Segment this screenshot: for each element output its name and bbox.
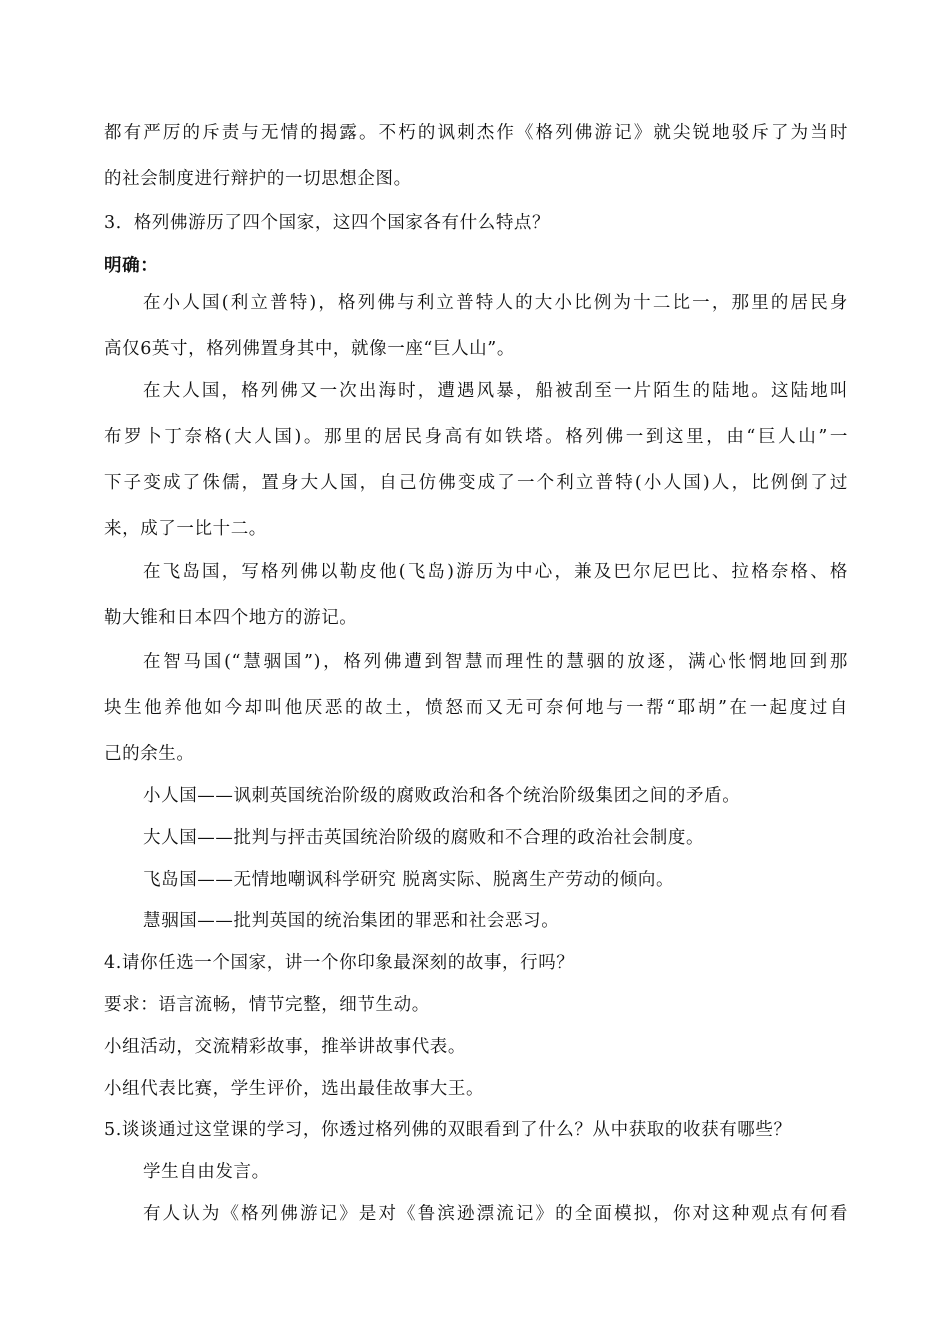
text-line: 小组代表比赛，学生评价，选出最佳故事大王。 — [104, 1079, 485, 1099]
text-line: 在智马国(“慧骃国”)，格列佛遭到智慧而理性的慧骃的放逐，满心怅惘地回到那 — [143, 652, 848, 672]
text-line: 小组活动，交流精彩故事，推举讲故事代表。 — [104, 1037, 466, 1057]
text-line: 在大人国，格列佛又一次出海时，遭遇风暴，船被刮至一片陌生的陆地。这陆地叫 — [143, 381, 848, 401]
summary-line: 大人国——批判与抨击英国统治阶级的腐败和不合理的政治社会制度。 — [143, 828, 705, 848]
text-line: 在飞岛国，写格列佛以勒皮他(飞岛)游历为中心，兼及巴尔尼巴比、拉格奈格、格 — [143, 562, 848, 582]
text-line: 都有严厉的斥责与无情的揭露。不朽的讽刺杰作《格列佛游记》就尖锐地驳斥了为当时 — [104, 123, 848, 143]
text-line: 来，成了一比十二。 — [104, 519, 267, 539]
question-heading: 5.谈谈通过这堂课的学习，你透过格列佛的双眼看到了什么？从中获取的收获有哪些？ — [104, 1120, 792, 1140]
text-line: 布罗卜丁奈格(大人国)。那里的居民身高有如铁塔。格列佛一到这里，由“巨人山”一 — [104, 427, 848, 447]
summary-line: 小人国——讽刺英国统治阶级的腐败政治和各个统治阶级集团之间的矛盾。 — [143, 786, 741, 806]
text-line: 勒大锥和日本四个地方的游记。 — [104, 608, 358, 628]
text-line: 在小人国(利立普特)，格列佛与利立普特人的大小比例为十二比一，那里的居民身 — [143, 293, 848, 313]
summary-line: 飞岛国——无情地嘲讽科学研究 脱离实际、脱离生产劳动的倾向。 — [143, 870, 675, 890]
text-line: 下子变成了侏儒，置身大人国，自己仿佛变成了一个利立普特(小人国)人，比例倒了过 — [104, 473, 848, 493]
text-line: 学生自由发言。 — [143, 1162, 270, 1182]
question-heading: 3．格列佛游历了四个国家，这四个国家各有什么特点？ — [104, 213, 551, 233]
summary-line: 慧骃国——批判英国的统治集团的罪恶和社会恶习。 — [143, 911, 560, 931]
text-line: 的社会制度进行辩护的一切思想企图。 — [104, 169, 412, 189]
text-line: 块生他养他如今却叫他厌恶的故土，愤怒而又无可奈何地与一帮“耶胡”在一起度过自 — [104, 698, 848, 718]
text-line: 有人认为《格列佛游记》是对《鲁滨逊漂流记》的全面模拟，你对这种观点有何看 — [143, 1204, 848, 1224]
answer-label: 明确： — [104, 256, 159, 276]
question-heading: 4.请你任选一个国家，讲一个你印象最深刻的故事，行吗？ — [104, 953, 575, 973]
text-line: 要求：语言流畅，情节完整，细节生动。 — [104, 995, 430, 1015]
text-line: 己的余生。 — [104, 744, 195, 764]
text-line: 高仅6英寸，格列佛置身其中，就像一座“巨人山”。 — [104, 339, 515, 359]
